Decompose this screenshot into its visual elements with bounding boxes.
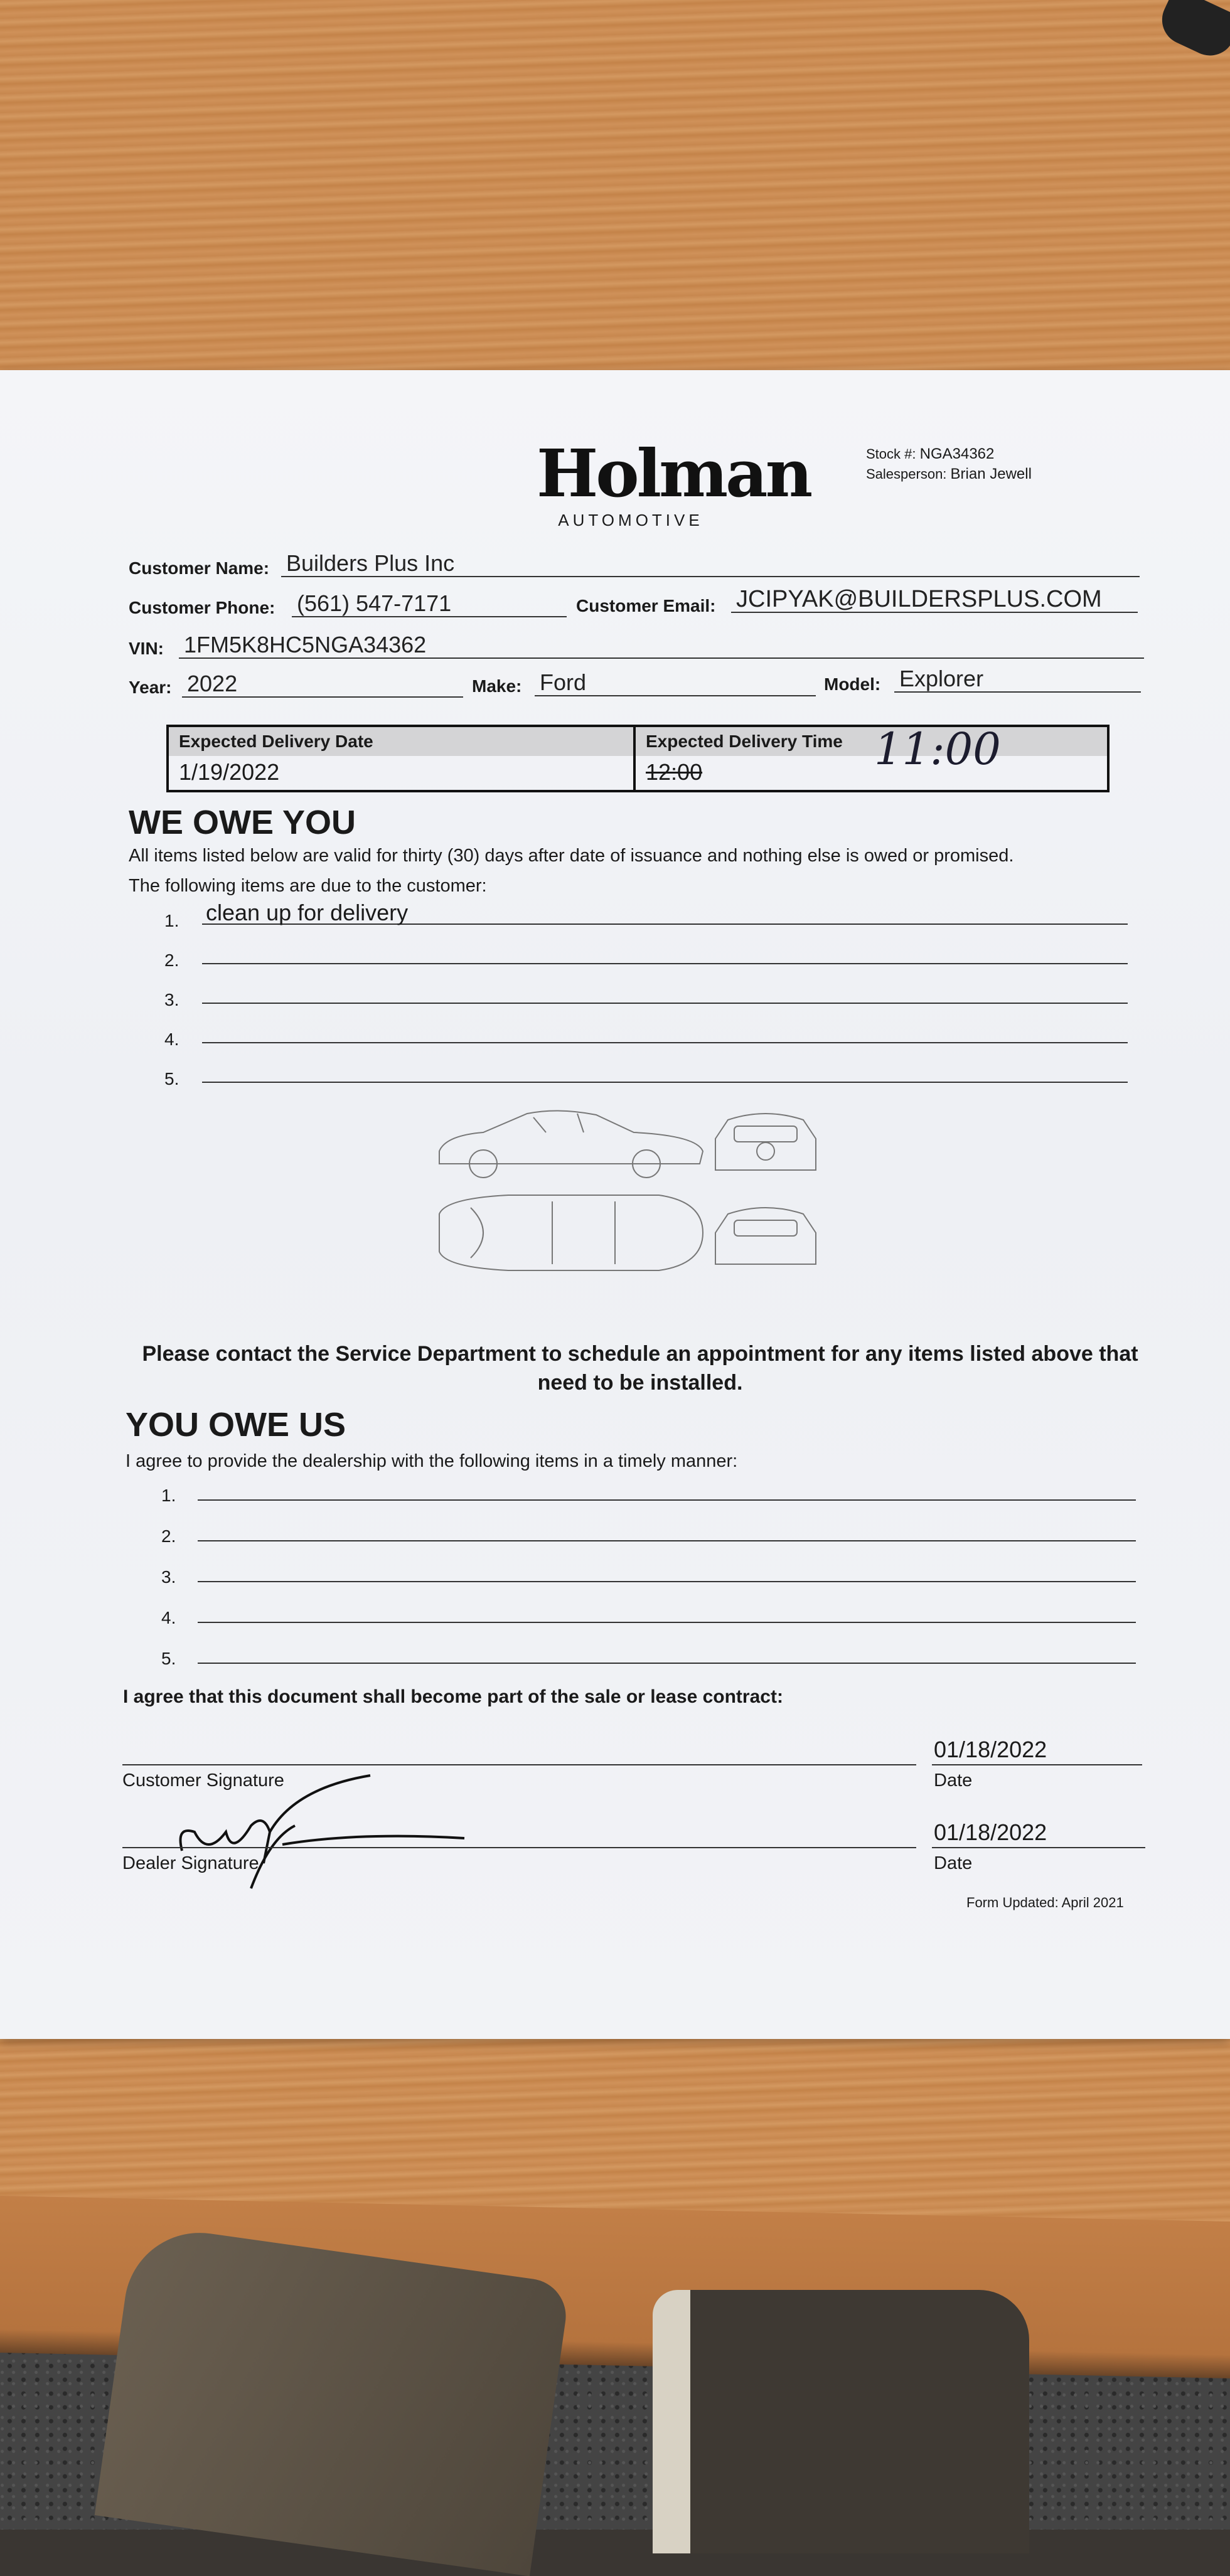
customer-email-label: Customer Email: xyxy=(576,596,716,615)
we-owe-item-num: 3. xyxy=(164,990,179,1009)
holman-logo xyxy=(537,435,811,530)
delivery-time-cell xyxy=(636,723,1107,790)
customer-phone-label: Customer Phone: xyxy=(129,598,275,617)
person-leg-left xyxy=(95,2223,571,2576)
customer-phone-field: (561) 547-7171 xyxy=(292,591,567,617)
we-owe-item-num: 1. xyxy=(164,911,179,930)
make-label: Make: xyxy=(472,676,522,696)
stock-label: Stock #: xyxy=(866,446,916,462)
you-owe-item-num: 1. xyxy=(161,1486,176,1505)
customer-date-line xyxy=(932,1764,1142,1765)
you-owe-item-line xyxy=(198,1581,1136,1582)
form-updated: Form Updated: April 2021 xyxy=(966,1895,1124,1910)
logo-subtitle: AUTOMOTIVE xyxy=(558,511,703,530)
dealer-date-line xyxy=(932,1847,1145,1848)
year-field: 2022 xyxy=(182,671,463,698)
dealer-signature-label: Dealer Signature xyxy=(122,1853,259,1873)
year-label: Year: xyxy=(129,678,172,697)
we-owe-item-num: 4. xyxy=(164,1030,179,1049)
vin-label: VIN: xyxy=(129,639,164,658)
we-owe-item-num: 2. xyxy=(164,950,179,970)
customer-date-value: 01/18/2022 xyxy=(934,1737,1047,1762)
we-owe-item-line xyxy=(202,1042,1128,1043)
delivery-date-cell xyxy=(169,727,636,790)
delivery-date-label: Expected Delivery Date xyxy=(169,727,633,756)
service-notice: Please contact the Service Department to schedule an appointment for any items listed above that need to be installed. xyxy=(142,1342,1138,1395)
salesperson-label: Salesperson: xyxy=(866,466,947,482)
dealer-signature xyxy=(169,1763,471,1895)
we-owe-item-num: 5. xyxy=(164,1069,179,1088)
we-owe-item-line xyxy=(202,1003,1128,1004)
agreement-text: I agree that this document shall become part of the sale or lease contract: xyxy=(123,1686,783,1707)
dealer-signature-line xyxy=(122,1847,916,1848)
logo-brand: Holman xyxy=(537,435,811,512)
vin-field: 1FM5K8HC5NGA34362 xyxy=(179,632,1144,659)
make-field: Ford xyxy=(535,670,816,696)
you-owe-item-num: 5. xyxy=(161,1649,176,1668)
you-owe-item-line xyxy=(198,1499,1136,1501)
stock-value: NGA34362 xyxy=(919,445,995,462)
vehicle-damage-diagram xyxy=(433,1101,835,1302)
you-owe-item-num: 2. xyxy=(161,1526,176,1546)
customer-name-label: Customer Name: xyxy=(129,558,270,578)
you-owe-item-line xyxy=(198,1663,1136,1664)
delivery-time-value: 12:00 xyxy=(646,759,703,785)
we-owe-item-line xyxy=(202,963,1128,964)
stock-info xyxy=(866,444,1032,484)
we-owe-form xyxy=(0,370,1230,2039)
model-field: Explorer xyxy=(894,666,1141,693)
model-label: Model: xyxy=(824,674,881,694)
delivery-date-value: 1/19/2022 xyxy=(179,759,280,785)
you-owe-intro: I agree to provide the dealership with the following items in a timely manner: xyxy=(126,1451,738,1471)
you-owe-title: YOU OWE US xyxy=(126,1406,346,1444)
delivery-time-handwritten: 11:00 xyxy=(874,723,1001,775)
we-owe-item-value: clean up for delivery xyxy=(206,900,409,925)
salesperson-value: Brian Jewell xyxy=(950,466,1032,482)
you-owe-item-line xyxy=(198,1540,1136,1541)
customer-signature-label: Customer Signature xyxy=(122,1770,284,1791)
you-owe-item-line xyxy=(198,1622,1136,1623)
you-owe-item-num: 3. xyxy=(161,1567,176,1587)
we-owe-intro: The following items are due to the customer: xyxy=(129,876,487,896)
delivery-box xyxy=(166,725,1110,792)
customer-email-field: JCIPYAK@BUILDERSPLUS.COM xyxy=(731,587,1138,613)
dealer-date-value: 01/18/2022 xyxy=(934,1819,1047,1845)
we-owe-item-line xyxy=(202,1082,1128,1083)
we-owe-title: WE OWE YOU xyxy=(129,804,356,841)
customer-name-field: Builders Plus Inc xyxy=(281,551,1140,577)
person-leg-right xyxy=(653,2290,1029,2553)
delivery-time-label: Expected Delivery Time xyxy=(636,727,1107,756)
customer-date-label: Date xyxy=(934,1770,973,1791)
you-owe-item-num: 4. xyxy=(161,1608,176,1627)
dealer-date-label: Date xyxy=(934,1853,973,1873)
we-owe-disclaimer: All items listed below are valid for thirty (30) days after date of issuance and nothing else is owed or promised. xyxy=(129,846,1014,866)
